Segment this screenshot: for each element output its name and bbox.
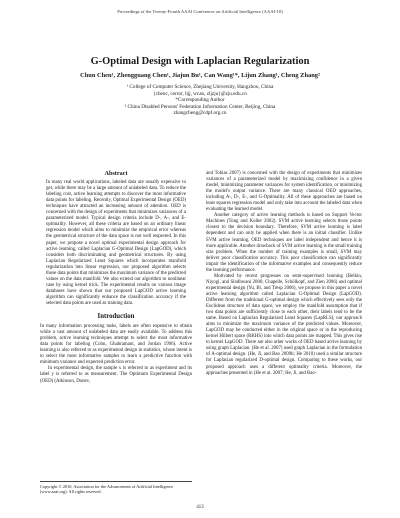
abstract-heading: Abstract: [104, 170, 128, 177]
intro-paragraph-1: In many information processing tasks, labels are often expensive to obtain while a vast amount of unlabeled data are easily available. To address this problem, active learning techniques attempt to select the most informative data points for labeling (Cohn, Ghahramani, and Jordan 1996). Active learning is also referred to as experimental design in statistics, whose intent is to select the most informative samples to learn a predictive function with minimum variance and expected prediction error.: [40, 324, 192, 366]
copyright-notice: Copyright © 2010, Association for the Advancement of Artificial Intelligence (www.aaai.org). All rights reserved.: [40, 481, 192, 494]
intro-paragraph-2: In experimental design, the sample x is referred to as experiment and its label y is referred to as measurement. The Optimum Experimental Design (OED) (Atkinson, Donev,: [40, 366, 192, 384]
right-paragraph-1: and Tobias 2007) is concerned with the design of experiments that minimizes variances of a parameterized model by maximizing confidence in a given model, minimizing parameter variances for system identification, or minimizing the model's output variance. There are many classical OED approaches, including A-, D-, E-, and G-Optimality. All of these approaches are based on least squares regression model and only take into account the labeled data when evaluating the learned model.: [206, 171, 362, 213]
corresponding-author-note: *Corresponding Author: [175, 97, 225, 103]
affiliation-1: ¹ College of Computer Science, Zhejiang University, Hangzhou, China: [126, 84, 274, 90]
proceedings-header: Proceedings of the Twenty-Fourth AAAI Conference on Artificial Intelligence (AAAI-10): [117, 9, 283, 14]
abstract-text: In many real world applications, labeled data are usually expensive to get, while there may be a large amount of unlabeled data. To reduce the labeling cost, active learning attempts to discover the most informative data points for labeling. Recently, Optimal Experimental Design (OED) techniques have attracted an increasing amount of attention. OED is concerned with the design of experiments that minimizes variances of a parameterized model. Typical design criteria include D-, A-, and E-optimality. However, all these criteria are based on an ordinary linear regression model which aims to minimize the empirical error whereas the geometrical structure of the data space is not well respected. In this paper, we propose a novel optimal experimental design approach for active learning, called Laplacian G-Optimal Design (LapGOD), which considers both discriminating and geometrical structures. By using Laplacian Regularized Least Squares which incorporates manifold regularization into linear regression, our proposed algorithm selects those data points that minimizes the maximum variance of the predicted values on the data manifold. We also extend our algorithm to nonlinear case by using kernel trick. The experimental results on various image databases have shown that our proposed LapGOD active learning algorithm can significantly enhance the classification accuracy if the selected data points are used as training data.: [46, 180, 186, 306]
right-paragraph-3: Motivated by recent progresses on semi-supervised learning (Belkin, Niyogi, and Sindhwani 2006; Chapelle, Schölkopf, and Zien 2006) and optimal experimental design (Yu, Bi, and Tresp 2006), we propose in this paper a novel active learning algorithm called Laplacian G-Optimal Design (LapGOD). Different from the traditional G-optimal design which effectively sees only the Euclidean structure of data space, we employ the manifold assumption that if two data points are sufficiently close to each other, their labels tend to be the same. Based on Laplacian Regularized Least Squares (LapRLS), our approach aims to minimize the maximum variance of the predicted values. Moreover, LapGOD may be conducted either in the original space or in the reproducing kernel Hilbert space (RKHS) into which data points are mapped. This gives rise to kernel LapGOD. There are also other works of OED based active learning by using graph Laplacian. (He et al. 2007) used graph Laplacian in the formulation of A-optimal design. (He, Ji, and Bao 2009b; He 2010) used a similar structure for Laplacian regularized D-optimal design. Comparing to these works, our proposed approach uses a different optimality criteria. Moreover, the approaches presented in (He et al. 2007; He, Ji, and Bao-: [206, 273, 362, 376]
affiliation-1-email: {chenc, cerror, bjj, wcan, zljzju}@zju.edu.cn: [153, 90, 247, 97]
author-list: Chun Chen¹, Zhengguang Chen¹, Jiajun Bu¹, Can Wang¹*, Lijun Zhang¹, Cheng Zhang²: [80, 72, 320, 79]
paper-title: G-Optimal Design with Laplacian Regularization: [90, 56, 310, 67]
affiliation-2-email: zhangcheng@cdpf.org.cn: [173, 110, 227, 116]
right-paragraph-2: Another category of active learning methods is based on Support Vector Machines (Tong and Koller 2002). SVM active learning selects those points closest to the decision boundary. Therefore, SVM active learning is label dependent and can only be applied when there is an initial classifier. Unlike SVM active learning, OED techniques are label independent and hence it is more applicable. Another drawback of SVM active learning is the small training size problem. When the number of training examples is small, SVM may deliver poor classification accuracy. This poor classification can significantly impair the identification of the informative examples and consequently reduce the learning performance.: [206, 213, 362, 273]
right-column: [206, 171, 362, 377]
affiliation-2: ² China Disabled Persons' Federation Information Center, Beijing, China: [124, 103, 276, 110]
page-number: 413: [196, 505, 204, 510]
introduction-heading: Introduction: [97, 313, 135, 321]
left-column: [40, 171, 192, 385]
